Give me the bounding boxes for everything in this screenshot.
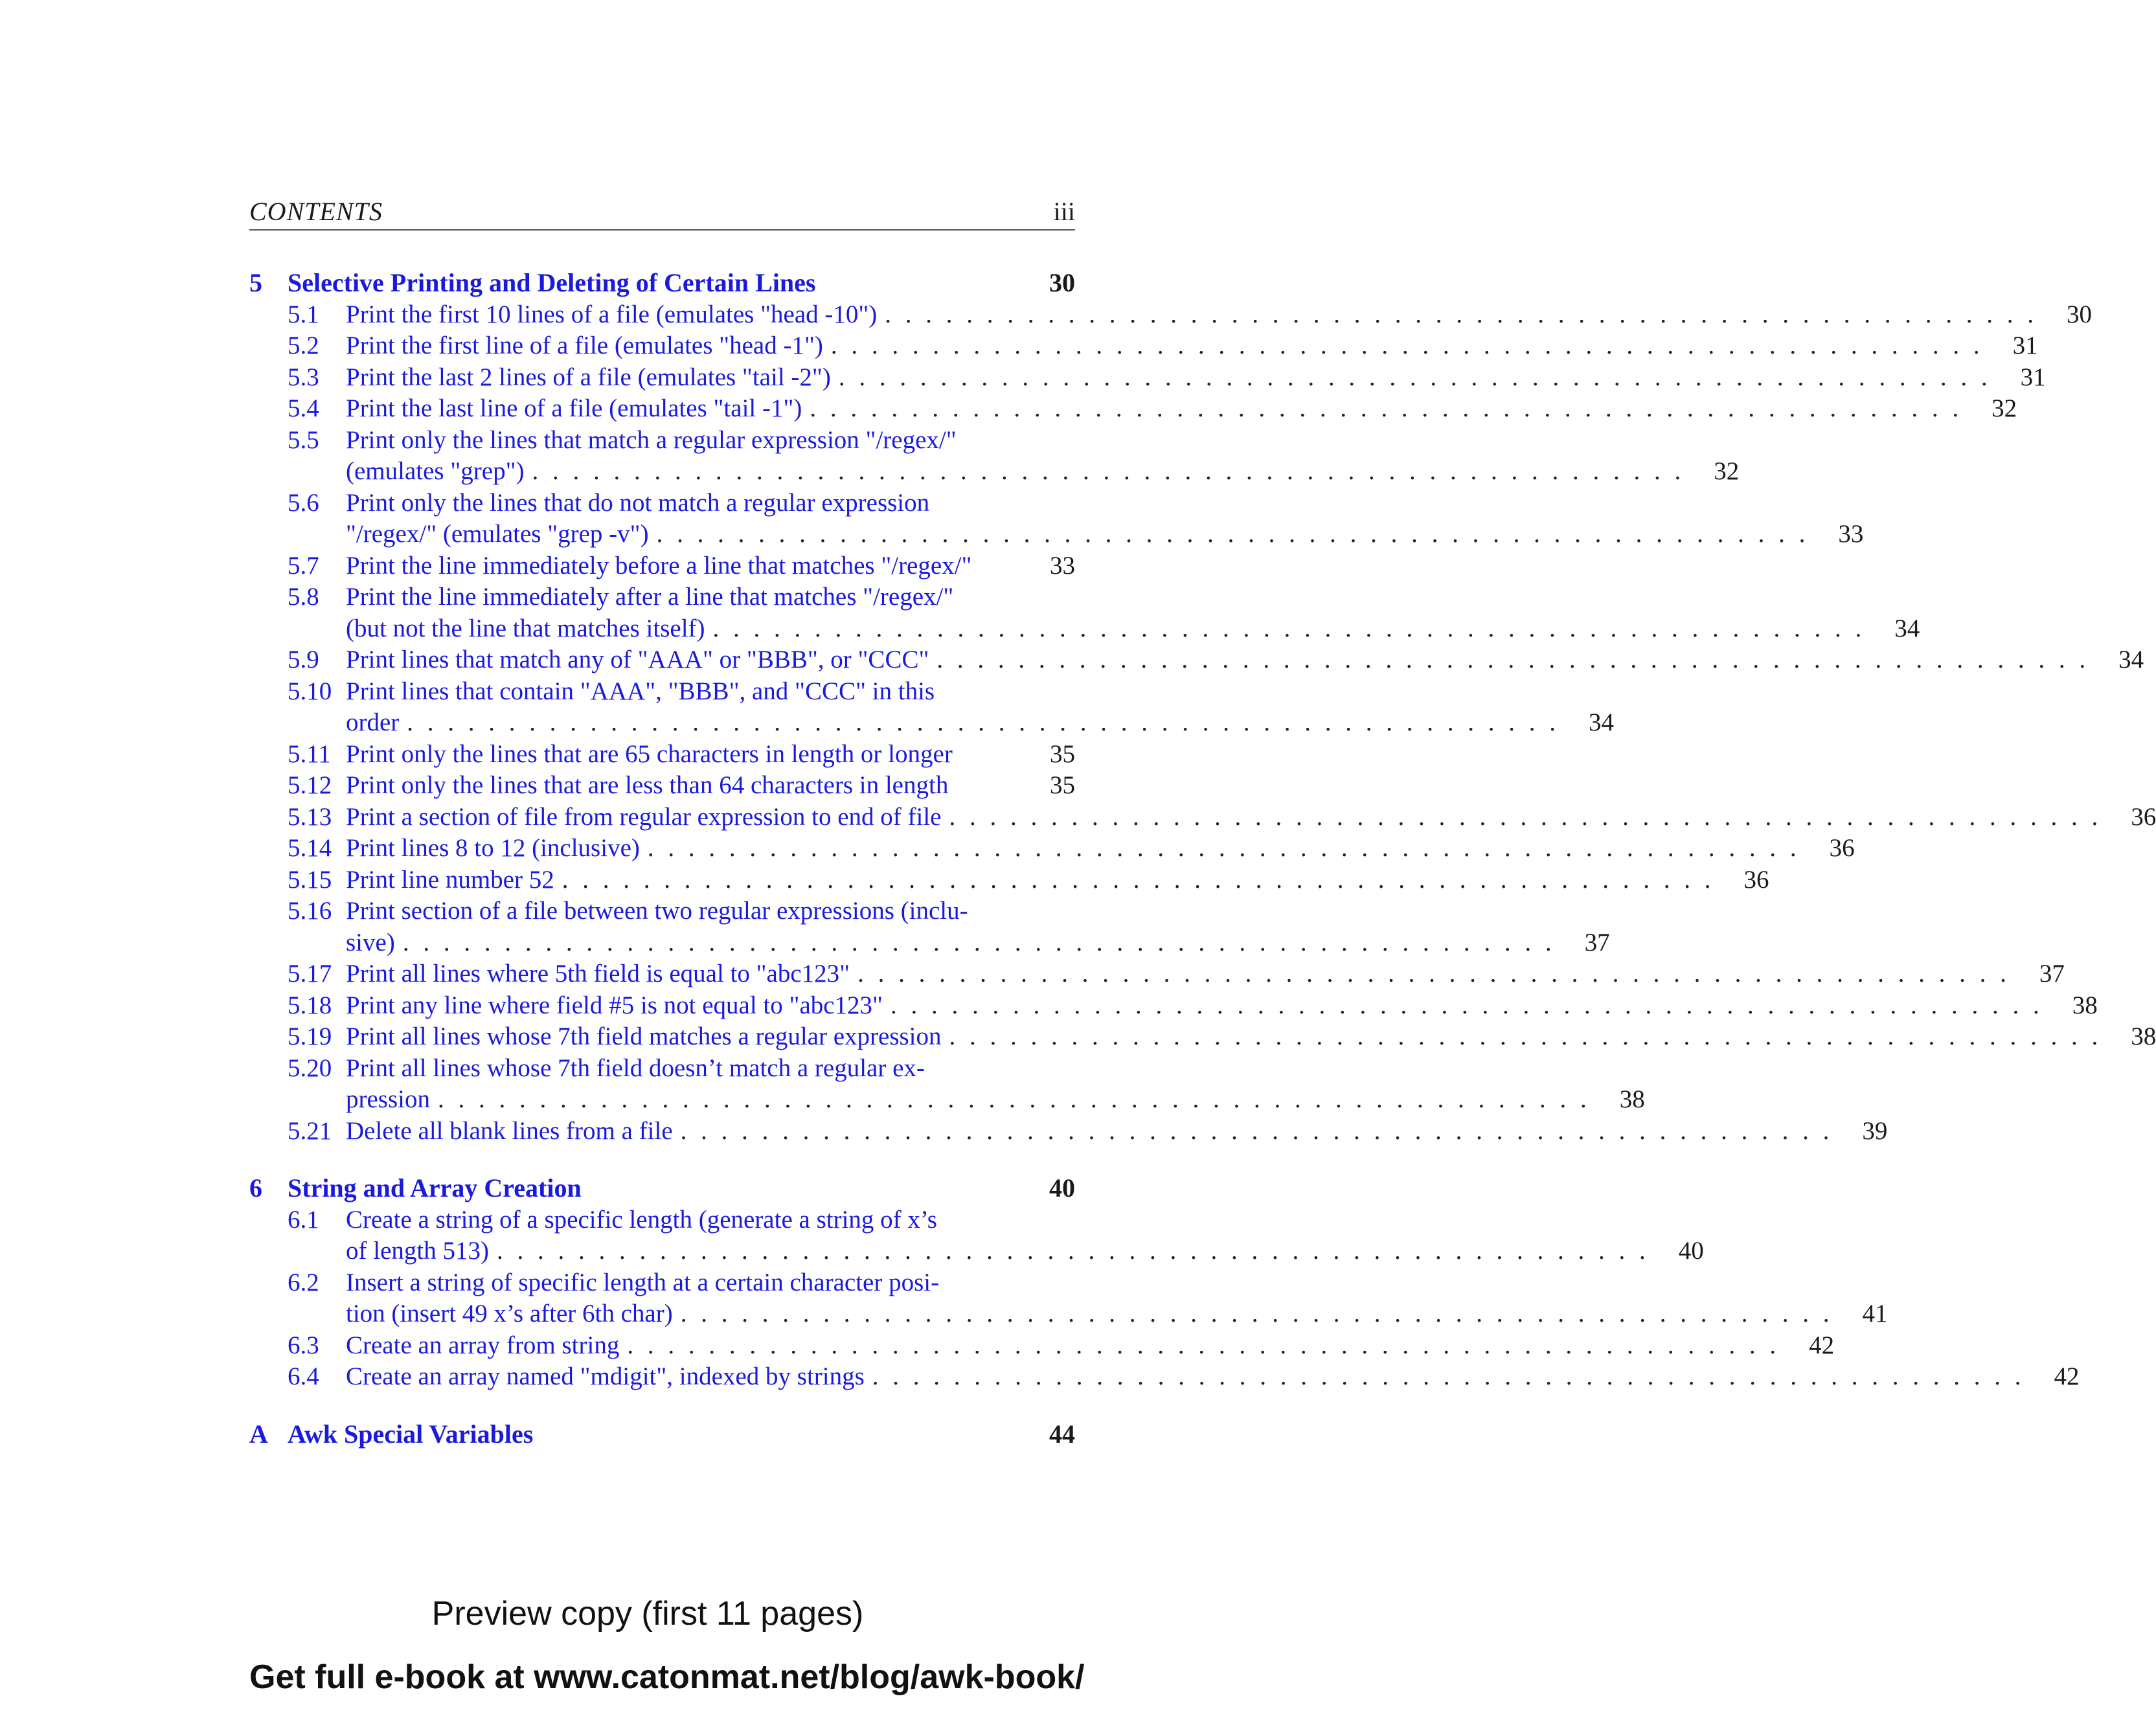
toc-entry[interactable] (249, 833, 1855, 864)
entry-page[interactable]: 31 (2012, 332, 2038, 359)
entry-title-line[interactable]: of length 513) (346, 1237, 489, 1265)
dot-leader (619, 1330, 1789, 1362)
dot-leader (942, 1021, 2111, 1053)
dot-leader (399, 707, 1569, 739)
entry-page[interactable]: 41 (1862, 1300, 1888, 1327)
entry-page[interactable]: 39 (1862, 1116, 1888, 1145)
table-of-contents (249, 267, 2156, 1450)
chapter-title[interactable]: Selective Printing and Deleting of Certain Lines (288, 268, 816, 297)
dot-leader (823, 330, 1993, 362)
entry-number: 5.19 (288, 1022, 332, 1050)
get-ebook-link[interactable]: Get full e-book at www.catonmat.net/blog/awk-book/ (249, 1658, 1085, 1696)
entry-title-line[interactable]: pression (346, 1085, 430, 1113)
chapter-page[interactable]: 40 (1049, 1173, 1075, 1202)
entry-page[interactable]: 40 (1678, 1237, 1704, 1265)
entry-number: 6.1 (288, 1205, 319, 1234)
entry-number: 5.9 (288, 646, 319, 673)
entry-number: 5.14 (288, 834, 332, 862)
dot-leader (929, 644, 2098, 676)
entry-page[interactable]: 33 (1050, 551, 1075, 580)
entry-title-line[interactable]: Print the first line of a file (emulates "head -1") (346, 332, 823, 359)
entry-page[interactable]: 34 (2118, 646, 2144, 673)
entry-number: 5.16 (288, 897, 332, 925)
entry-title-line[interactable]: Print all lines whose 7th field matches a regular expression (346, 1022, 942, 1050)
entry-number: 5.15 (288, 865, 332, 894)
toc-entry[interactable] (249, 896, 1610, 958)
entry-title-line[interactable]: tion (insert 49 x’s after 6th char) (346, 1300, 673, 1327)
entry-title-line[interactable]: Print the line immediately after a line that matches "/regex/" (346, 583, 954, 611)
entry-page[interactable]: 34 (1894, 614, 1920, 642)
dot-leader (802, 393, 1971, 425)
toc-entry[interactable] (249, 802, 2156, 833)
entry-page[interactable]: 35 (1050, 739, 1075, 768)
entry-title-line[interactable]: Create a string of a specific length (generate a string of x’s (346, 1205, 937, 1234)
entry-page[interactable]: 36 (1743, 865, 1769, 894)
entry-title-line[interactable]: sive) (346, 928, 395, 956)
entry-number: 5.6 (288, 488, 319, 517)
toc-entry[interactable] (249, 1267, 1888, 1330)
header-page-number: iii (1053, 197, 1075, 226)
entry-number: 5.4 (288, 394, 319, 422)
entry-title-line[interactable]: Print any line where field #5 is not equal to "abc123" (346, 991, 883, 1019)
toc-entry[interactable] (249, 488, 1864, 550)
dot-leader (877, 299, 2047, 331)
entry-title-line[interactable]: Print line number 52 (346, 865, 554, 894)
entry-title-line[interactable]: Print the first 10 lines of a file (emulates "head -10") (346, 300, 878, 328)
entry-number: 5.8 (288, 583, 319, 611)
toc-entry[interactable] (249, 299, 2093, 331)
entry-page[interactable]: 38 (2072, 991, 2098, 1019)
entry-number: 5.10 (288, 677, 332, 705)
entry-number: 5.7 (288, 551, 319, 580)
entry-title-line[interactable]: (but not the line that matches itself) (346, 614, 705, 642)
entry-title-line[interactable]: Print all lines where 5th field is equal to "abc123" (346, 960, 850, 988)
entry-number: 6.2 (288, 1268, 319, 1296)
dot-leader (850, 958, 2019, 990)
dot-leader (640, 833, 1810, 864)
toc-entry[interactable] (249, 990, 2098, 1022)
chapter-title[interactable]: String and Array Creation (288, 1173, 582, 1202)
entry-number: 5.20 (288, 1054, 332, 1082)
chapter-page[interactable]: 30 (1049, 268, 1075, 297)
entry-title-line[interactable]: Create an array from string (346, 1331, 620, 1359)
entry-page[interactable]: 32 (1714, 457, 1740, 485)
dot-leader (395, 927, 1565, 959)
entry-number: 5.3 (288, 363, 319, 391)
toc-entry[interactable] (249, 425, 1740, 488)
entry-title-line[interactable]: Print lines that contain "AAA", "BBB", and "CCC" in this (346, 677, 935, 705)
toc-entry[interactable] (249, 1361, 2080, 1393)
entry-title-line[interactable]: order (346, 708, 400, 736)
toc-entry[interactable] (249, 1116, 1888, 1147)
entry-title-line[interactable]: Print only the lines that are less than 64 characters in length (346, 771, 949, 799)
toc-entry[interactable] (249, 330, 2038, 362)
toc-entry[interactable] (249, 1204, 1704, 1267)
preview-notice: Preview copy (first 11 pages) (431, 1595, 864, 1632)
entry-number: 6.3 (288, 1331, 319, 1359)
entry-number: 5.5 (288, 425, 319, 454)
toc-entry[interactable] (249, 1330, 1835, 1362)
dot-leader (865, 1361, 2034, 1393)
entry-page[interactable]: 42 (2054, 1362, 2080, 1390)
toc-chapter[interactable] (249, 267, 1075, 299)
entry-title-line[interactable]: (emulates "grep") (346, 457, 525, 485)
dot-leader (673, 1116, 1843, 1147)
entry-title-line[interactable]: Print only the lines that are 65 characters in length or longer (346, 739, 953, 768)
entry-page[interactable]: 37 (1584, 928, 1610, 956)
entry-title-line[interactable]: Print only the lines that do not match a regular expression (346, 488, 930, 517)
toc-entry[interactable] (249, 1021, 2156, 1053)
entry-title-line[interactable]: Print lines that match any of "AAA" or "BBB", or "CCC" (346, 646, 929, 673)
header-title: CONTENTS (249, 197, 383, 226)
toc-entry[interactable] (249, 1053, 1645, 1116)
chapter-number: A (249, 1419, 268, 1449)
dot-leader (705, 613, 1875, 645)
chapter-page[interactable]: 44 (1049, 1419, 1075, 1449)
entry-number: 5.11 (288, 739, 331, 768)
toc-entry[interactable] (249, 676, 1615, 739)
entry-page[interactable]: 34 (1589, 708, 1615, 736)
toc-chapter[interactable] (249, 1173, 1075, 1204)
chapter-number: 6 (249, 1173, 262, 1202)
entry-title-line[interactable]: Create an array named "mdigit", indexed by strings (346, 1362, 865, 1390)
entry-number: 5.12 (288, 771, 332, 799)
entry-title-line[interactable]: Delete all blank lines from a file (346, 1116, 673, 1145)
entry-page[interactable]: 32 (1991, 394, 2017, 422)
chapter-number: 5 (249, 268, 262, 297)
entry-title-line[interactable]: Insert a string of specific length at a certain character posi- (346, 1268, 940, 1296)
entry-title-line[interactable]: Print only the lines that match a regular expression "/regex/" (346, 425, 957, 454)
dot-leader (489, 1236, 1659, 1267)
toc-entry[interactable] (249, 864, 1769, 896)
toc-entry[interactable] (249, 581, 1920, 644)
running-header (249, 190, 1075, 231)
entry-page[interactable]: 30 (2067, 300, 2093, 328)
toc-entry[interactable] (249, 958, 2065, 990)
dot-leader (649, 519, 1819, 550)
entry-title-line[interactable]: Print all lines whose 7th field doesn’t match a regular ex- (346, 1054, 925, 1082)
entry-number: 5.13 (288, 802, 332, 831)
entry-number: 6.4 (288, 1362, 319, 1390)
entry-number: 5.21 (288, 1116, 332, 1145)
entry-title-line[interactable]: Print section of a file between two regular expressions (inclu- (346, 897, 968, 925)
entry-number: 5.18 (288, 991, 332, 1019)
entry-title-line[interactable]: Print the last 2 lines of a file (emulates "tail -2") (346, 363, 831, 391)
entry-number: 5.2 (288, 332, 319, 359)
entry-page[interactable]: 36 (1829, 834, 1855, 862)
dot-leader (524, 456, 1694, 488)
entry-page[interactable]: 33 (1838, 520, 1864, 548)
entry-page[interactable]: 42 (1809, 1331, 1835, 1359)
dot-leader (831, 362, 2001, 394)
dot-leader (941, 802, 2111, 833)
dot-leader (430, 1084, 1600, 1116)
entry-title-line[interactable]: Print the last line of a file (emulates "tail -1") (346, 394, 802, 422)
toc-entry[interactable] (249, 644, 2144, 676)
chapter-title[interactable]: Awk Special Variables (288, 1419, 534, 1449)
entry-title-line[interactable]: Print a section of file from regular expression to end of file (346, 802, 942, 831)
toc-entry[interactable] (249, 550, 1075, 582)
toc-entry[interactable] (249, 739, 1075, 771)
toc-entry[interactable] (249, 393, 2017, 425)
entry-page[interactable]: 38 (2131, 1022, 2156, 1050)
entry-number: 5.1 (288, 300, 319, 328)
entry-page[interactable]: 38 (1619, 1085, 1645, 1113)
entry-page[interactable]: 37 (2039, 960, 2065, 988)
dot-leader (554, 864, 1724, 896)
entry-title-line[interactable]: "/regex/" (emulates "grep -v") (346, 520, 649, 548)
entry-number: 5.17 (288, 960, 332, 988)
dot-leader (673, 1298, 1843, 1330)
entry-title-line[interactable]: Print the line immediately before a line that matches "/regex/" (346, 551, 972, 580)
entry-page[interactable]: 31 (2020, 363, 2046, 391)
toc-entry[interactable] (249, 362, 2046, 394)
dot-leader (883, 990, 2052, 1022)
entry-title-line[interactable]: Print lines 8 to 12 (inclusive) (346, 834, 640, 862)
entry-page[interactable]: 36 (2131, 802, 2156, 831)
toc-entry[interactable] (249, 770, 1075, 802)
entry-page[interactable]: 35 (1050, 771, 1075, 799)
toc-chapter[interactable] (249, 1419, 1075, 1451)
